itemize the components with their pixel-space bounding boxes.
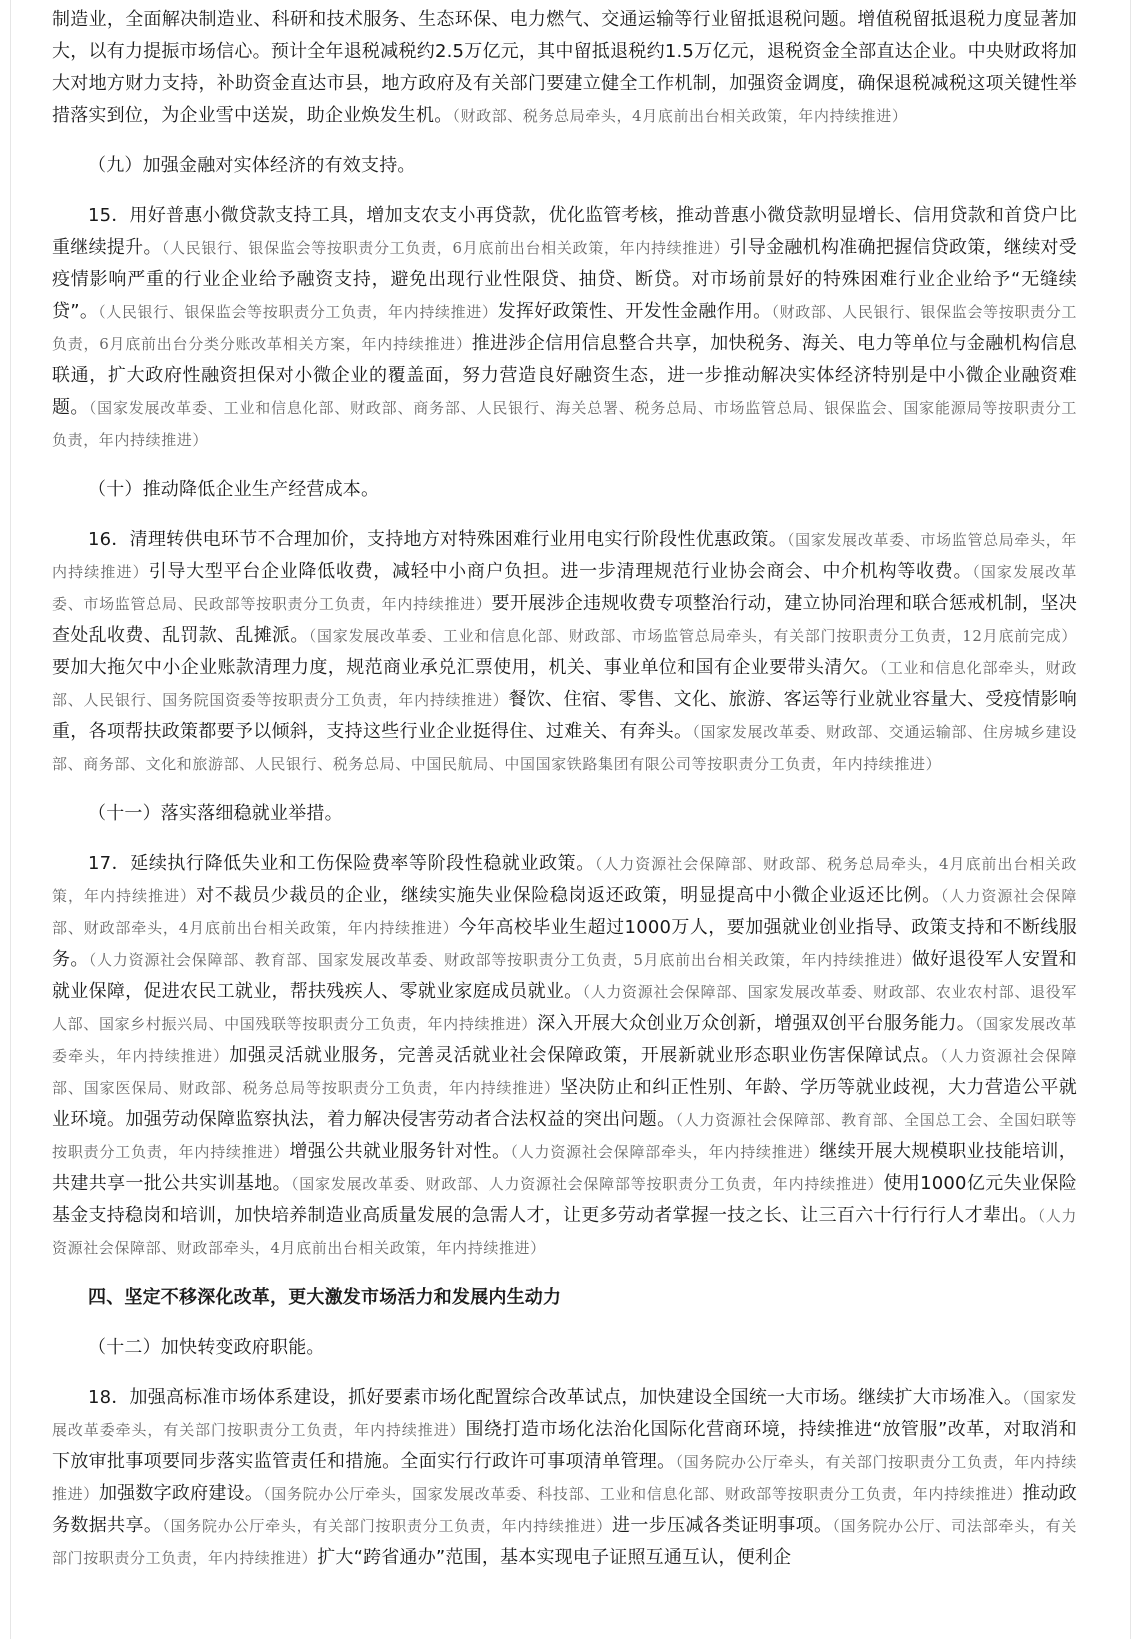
section-subheading — [52, 474, 1077, 506]
responsibility-note: （国家发展改革委牵头，有关部门按职责分工负责，年内持续推进） — [52, 1389, 1077, 1439]
paragraph-text: 进一步压减各类证明事项。 — [611, 1515, 833, 1536]
responsibility-note: （人力资源社会保障部、财政部牵头，4月底前出台相关政策，年内持续推进） — [52, 887, 1078, 937]
responsibility-note: （国家发展改革委、财政部、人力资源社会保障部等按职责分工负责，年内持续推进） — [291, 1175, 884, 1193]
responsibility-note: （国务院办公厅牵头，有关部门按职责分工负责，年内持续推进） — [52, 1453, 1078, 1503]
responsibility-note: （国家发展改革委牵头，年内持续推进） — [52, 1015, 1077, 1065]
responsibility-note: （工业和信息化部牵头，财政部、人民银行、国务院国资委等按职责分工负责，年内持续推进） — [52, 659, 1077, 709]
paragraph-text: 坚决防止和纠正性别、年龄、学历等就业歧视，大力营造公平就业环境。加强劳动保障监察执法，着力解决侵害劳动者合法权益的突出问题。 — [52, 1077, 1077, 1130]
responsibility-note: （国家发展改革委、市场监管总局牵头，年内持续推进） — [52, 531, 1078, 581]
paragraph-text: 18．加强高标准市场体系建设，抓好要素市场化配置综合改革试点，加快建设全国统一大市场。继续扩大市场准入。 — [88, 1387, 1023, 1408]
paragraph-text: 做好退役军人安置和就业保障，促进农民工就业，帮扶残疾人、零就业家庭成员就业。 — [52, 949, 1077, 1002]
document-body — [52, 0, 1077, 1574]
paragraph-text: 加强数字政府建设。 — [98, 1483, 264, 1504]
responsibility-note: （人力资源社会保障部、教育部、国家发展改革委、财政部等按职责分工负责，5月底前出台相关政策，年内持续推进） — [88, 951, 912, 969]
body-paragraph — [52, 1382, 1077, 1574]
paragraph-text: （十）推动降低企业生产经营成本。 — [88, 479, 380, 500]
responsibility-note: （人民银行、银保监会等按职责分工负责，年内持续推进） — [98, 303, 498, 321]
section-subheading — [52, 1332, 1077, 1364]
paragraph-text: 制造业，全面解决制造业、科研和技术服务、生态环保、电力燃气、交通运输等行业留抵退税问题。增值税留抵退税力度显著加大，以有力提振市场信心。预计全年退税减税约2.5万亿元，其中留抵退税约1.5万亿元，退税资金全部直达企业。中央财政将加大对地方财力支持，补助资金直达市县，地方政府及有关部门要建立健全工作机制，加强资金调度，确保退税减税这项关键性举措落实到位，为企业雪中送炭，助企业焕发生机。 — [52, 9, 1077, 126]
body-paragraph — [52, 200, 1077, 456]
paragraph-text: 使用1000亿元失业保险基金支持稳岗和培训，加快培养制造业高质量发展的急需人才，让更多劳动者掌握一技之长、让三百六十行行行人才辈出。 — [52, 1173, 1077, 1226]
responsibility-note: （人民银行、银保监会等按职责分工负责，6月底前出台相关政策，年内持续推进） — [161, 239, 730, 257]
responsibility-note: （人力资源社会保障部、国家发展改革委、财政部、农业农村部、退役军人部、国家乡村振兴局、中国残联等按职责分工负责，年内持续推进） — [52, 983, 1078, 1033]
paragraph-text: 推动政务数据共享。 — [52, 1483, 1077, 1536]
responsibility-note: （人力资源社会保障部、国家医保局、财政部、税务总局等按职责分工负责，年内持续推进） — [52, 1047, 1078, 1097]
paragraph-text: 加强灵活就业服务，完善灵活就业社会保障政策，开展新就业形态职业伤害保障试点。 — [229, 1045, 941, 1066]
responsibility-note: （国务院办公厅牵头，有关部门按职责分工负责，年内持续推进） — [162, 1517, 612, 1535]
responsibility-note: （人力资源社会保障部、教育部、全国总工会、全国妇联等按职责分工负责，年内持续推进） — [52, 1111, 1078, 1161]
paragraph-text: 扩大“跨省通办”范围，基本实现电子证照互通互认，便利企 — [317, 1547, 792, 1568]
paragraph-text: （十二）加快转变政府职能。 — [88, 1337, 325, 1358]
paragraph-text: 要开展涉企违规收费专项整治行动，建立协同治理和联合惩戒机制，坚决查处乱收费、乱罚款、乱摊派。 — [52, 593, 1077, 646]
section-heading — [52, 1282, 1077, 1314]
paragraph-text: 深入开展大众创业万众创新，增强双创平台服务能力。 — [537, 1013, 976, 1034]
paragraph-text: 推进涉企信用信息整合共享，加快税务、海关、电力等单位与金融机构信息联通，扩大政府性融资担保对小微企业的覆盖面，努力营造良好融资生态，进一步推动解决实体经济特别是中小微企业融资难题。 — [52, 333, 1077, 418]
section-subheading — [52, 150, 1077, 182]
body-paragraph — [52, 4, 1077, 132]
paragraph-text: 增强公共就业服务针对性。 — [289, 1141, 511, 1162]
responsibility-note: （人力资源社会保障部牵头，年内持续推进） — [510, 1143, 820, 1161]
paragraph-text: 17．延续执行降低失业和工伤保险费率等阶段性稳就业政策。 — [88, 853, 595, 874]
paragraph-text: 引导大型平台企业降低收费，减轻中小商户负担。进一步清理规范行业协会商会、中介机构等收费。 — [148, 561, 973, 582]
paragraph-text: 16．清理转供电环节不合理加价，支持地方对特殊困难行业用电实行阶段性优惠政策。 — [88, 529, 788, 550]
paragraph-text: （十一）落实落细稳就业举措。 — [88, 803, 343, 824]
paragraph-text: 对不裁员少裁员的企业，继续实施失业保险稳岗返还政策，明显提高中小微企业返还比例。 — [196, 885, 941, 906]
responsibility-note: （国务院办公厅牵头，国家发展改革委、科技部、工业和信息化部、财政部等按职责分工负责，年内持续推进） — [263, 1485, 1023, 1503]
responsibility-note: （人力资源社会保障部、财政部牵头，4月底前出台相关政策，年内持续推进） — [52, 1207, 1077, 1257]
body-paragraph — [52, 848, 1077, 1264]
paragraph-text: 今年高校毕业生超过1000万人，要加强就业创业指导、政策支持和不断线服务。 — [52, 917, 1077, 970]
responsibility-note: （国家发展改革委、工业和信息化部、财政部、市场监管总局牵头，有关部门按职责分工负责，12月底前完成） — [308, 627, 1077, 645]
paragraph-text: 发挥好政策性、开发性金融作用。 — [497, 301, 772, 322]
responsibility-note: （国务院办公厅、司法部牵头，有关部门按职责分工负责，年内持续推进） — [52, 1517, 1078, 1567]
responsibility-note: （人力资源社会保障部、财政部、税务总局牵头，4月底前出台相关政策，年内持续推进） — [52, 855, 1077, 905]
paragraph-text: 要加大拖欠中小企业账款清理力度，规范商业承兑汇票使用，机关、事业单位和国有企业要带头清欠。 — [52, 657, 880, 678]
section-subheading — [52, 798, 1077, 830]
paragraph-text: （九）加强金融对实体经济的有效支持。 — [88, 155, 416, 176]
responsibility-note: （国家发展改革委、市场监管总局、民政部等按职责分工负责，年内持续推进） — [52, 563, 1077, 613]
responsibility-note: （国家发展改革委、工业和信息化部、财政部、商务部、人民银行、海关总署、税务总局、市场监管总局、银保监会、国家能源局等按职责分工负责，年内持续推进） — [52, 399, 1078, 449]
page-border-left — [10, 0, 11, 1639]
paragraph-text: 继续开展大规模职业技能培训，共建共享一批公共实训基地。 — [52, 1141, 1077, 1194]
responsibility-note: （国家发展改革委、财政部、交通运输部、住房城乡建设部、商务部、文化和旅游部、人民银行、税务总局、中国民航局、中国国家铁路集团有限公司等按职责分工负责，年内持续推进） — [52, 723, 1077, 773]
page-border-right — [1130, 0, 1131, 1639]
paragraph-text: 引导金融机构准确把握信贷政策，继续对受疫情影响严重的行业企业给予融资支持，避免出现行业性限贷、抽贷、断贷。对市场前景好的特殊困难行业企业给予“无缝续贷”。 — [52, 237, 1077, 322]
responsibility-note: （财政部、税务总局牵头，4月底前出台相关政策，年内持续推进） — [452, 107, 908, 125]
body-paragraph — [52, 524, 1077, 780]
paragraph-text: 四、坚定不移深化改革，更大激发市场活力和发展内生动力 — [88, 1287, 562, 1308]
paragraph-text: 餐饮、住宿、零售、文化、旅游、客运等行业就业容量大、受疫情影响重，各项帮扶政策都要予以倾斜，支持这些行业企业挺得住、过难关、有奔头。 — [52, 689, 1077, 742]
responsibility-note: （财政部、人民银行、银保监会等按职责分工负责，6月底前出台分类分账改革相关方案，年内持续推进） — [52, 303, 1077, 353]
paragraph-text: 15．用好普惠小微贷款支持工具，增加支农支小再贷款，优化监管考核，推动普惠小微贷款明显增长、信用贷款和首贷户比重继续提升。 — [52, 205, 1077, 258]
paragraph-text: 围绕打造市场化法治化国际化营商环境，持续推进“放管服”改革，对取消和下放审批事项要同步落实监管责任和措施。全面实行行政许可事项清单管理。 — [52, 1419, 1077, 1472]
